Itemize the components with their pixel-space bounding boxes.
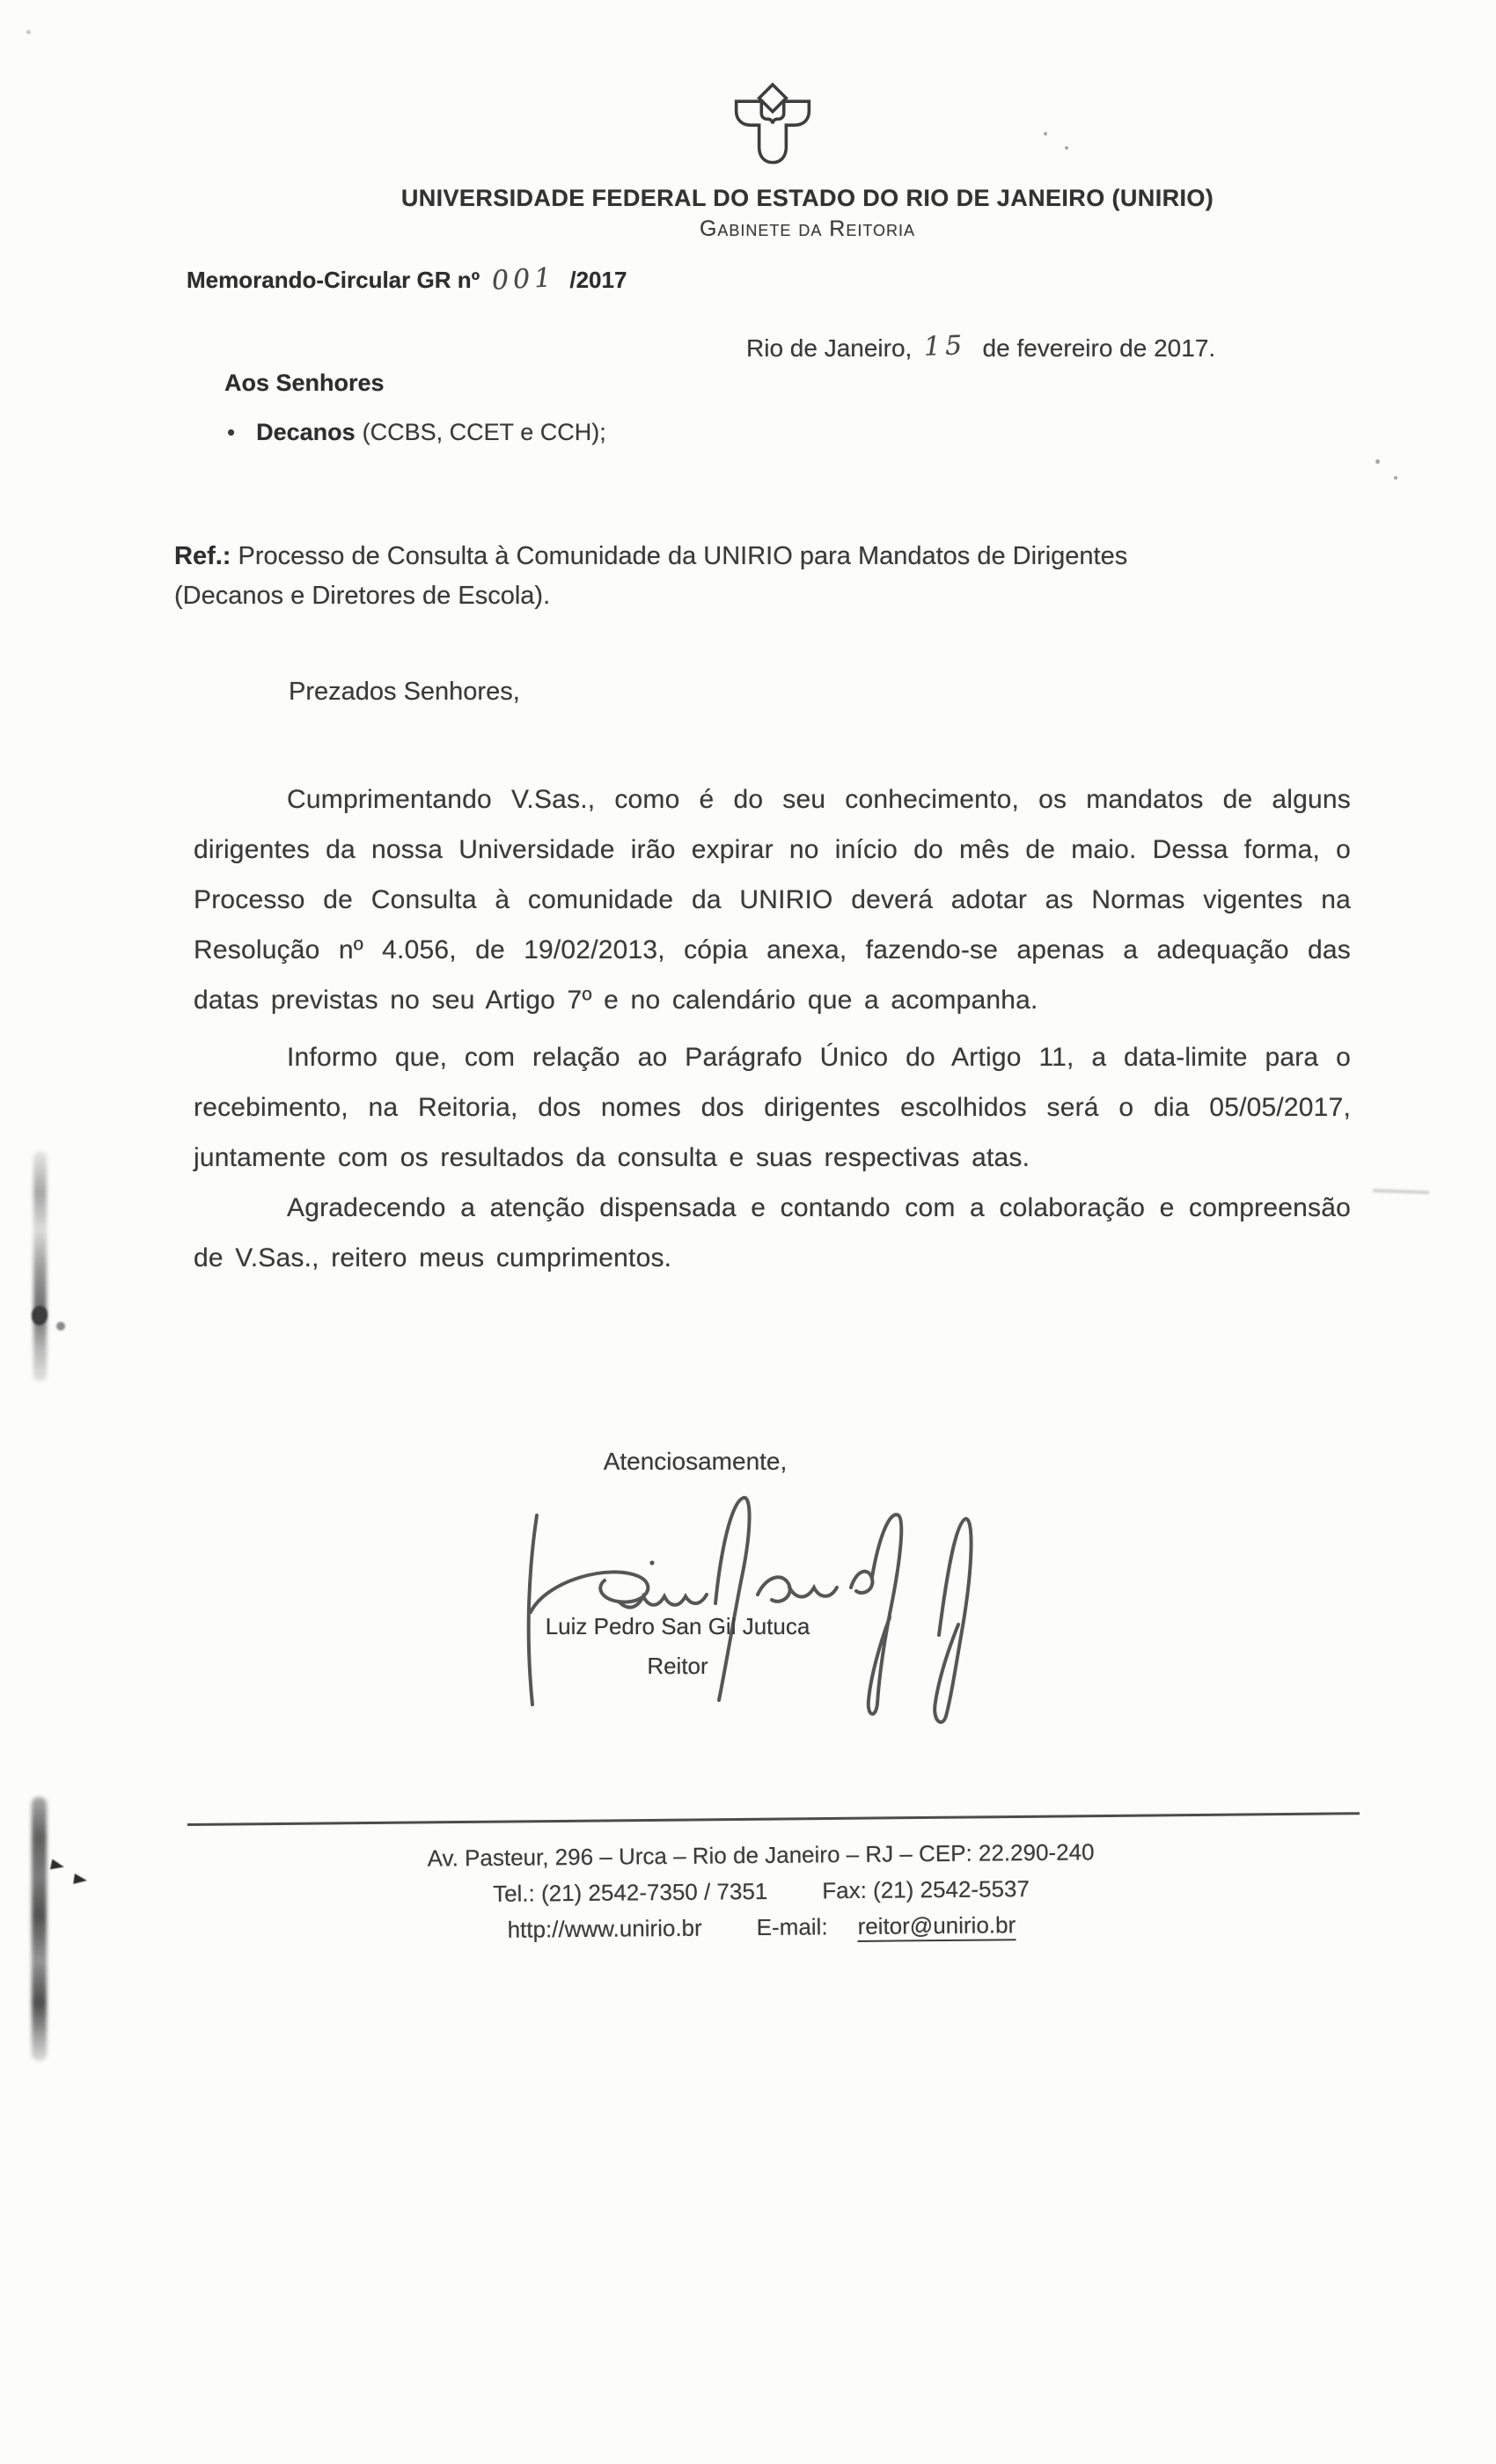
footer-website: http://www.unirio.br (507, 1914, 702, 1943)
footer-rule (187, 1812, 1360, 1826)
office-name: Gabinete da Reitoria (699, 216, 916, 241)
memo-number-line (187, 264, 627, 295)
body-paragraph-2: Informo que, com relação ao Parágrafo Único do Artigo 11, a data-limite para o recebimento, na Reitoria, dos nomes dos dirigentes escolhidos será o dia 05/05/2017, juntamente com os resultados da consulta e suas respectivas atas. (194, 1043, 1351, 1172)
letter-body (194, 774, 1351, 1283)
footer-phone: Tel.: (21) 2542-7350 / 7351 (492, 1877, 768, 1907)
scan-artifact (73, 1874, 88, 1886)
signer-name: Luiz Pedro San Gil Jutuca (545, 1613, 810, 1639)
scan-artifact (56, 1322, 65, 1331)
date-line (746, 330, 1216, 363)
footer-email-label: E-mail: (756, 1913, 828, 1941)
salutation: Prezados Senhores, (289, 678, 520, 706)
reference-text: Processo de Consulta à Comunidade da UNIRIO para Mandatos de Dirigentes (238, 542, 1128, 570)
memo-label: Memorando-Circular GR nº (187, 267, 480, 293)
scan-artifact (50, 1859, 65, 1873)
scan-artifact (26, 30, 31, 34)
recipient-item (227, 419, 606, 446)
memo-number-handwritten: 001 (491, 262, 557, 297)
body-paragraph-1: Cumprimentando V.Sas., como é do seu conhecimento, os mandatos de alguns dirigentes da nossa Universidade irão expirar no início do mês de maio. Dessa forma, o Processo de Consulta à comunidade da UNIRIO deverá adotar as Normas vigentes na Resolução nº 4.056, de 19/02/2013, cópia anexa, fazendo-se apenas a adequação das datas previstas no seu Artigo 7º e no calendário que a acompanha. (194, 785, 1351, 1015)
reference-label: Ref.: (174, 542, 231, 570)
reference-line-2: (Decanos e Diretores de Escola). (174, 582, 551, 610)
footer-fax: Fax: (21) 2542-5537 (822, 1875, 1030, 1904)
scan-artifact (1373, 1189, 1429, 1194)
footer-block (250, 1832, 1272, 1950)
date-suffix: de fevereiro de 2017. (982, 334, 1216, 362)
scan-artifact (1375, 459, 1380, 464)
recipient-detail: (CCBS, CCET e CCH); (362, 419, 606, 445)
footer-address: Av. Pasteur, 296 – Urca – Rio de Janeiro – RJ – CEP: 22.290-240 (427, 1838, 1095, 1872)
reference-block (174, 537, 1358, 616)
body-paragraph-3: Agradecendo a atenção dispensada e contando com a colaboração e compreensão de V.Sas., reitero meus cumprimentos. (194, 1193, 1351, 1272)
date-prefix: Rio de Janeiro, (746, 334, 913, 362)
signature-scribble-icon (506, 1489, 1034, 1735)
scan-noise-strip (33, 1151, 47, 1382)
scan-artifact (1065, 146, 1068, 150)
footer-email: reitor@unirio.br (857, 1911, 1016, 1942)
memo-year: /2017 (569, 267, 627, 293)
bullet-icon: • (227, 419, 236, 445)
university-name: UNIVERSIDADE FEDERAL DO ESTADO DO RIO DE JANEIRO (UNIRIO) (400, 185, 1214, 211)
signer-title: Reitor (647, 1653, 708, 1679)
recipient-name: Decanos (256, 419, 356, 445)
date-day-handwritten: 15 (923, 330, 968, 363)
scan-artifact (1394, 476, 1397, 480)
closing-phrase: Atenciosamente, (603, 1448, 788, 1475)
unirio-logo-icon (723, 83, 822, 176)
recipients-heading: Aos Senhores (224, 370, 385, 396)
reference-line-1 (174, 537, 1358, 576)
scan-noise-strip (32, 1797, 47, 2061)
scan-artifact (1044, 132, 1047, 136)
